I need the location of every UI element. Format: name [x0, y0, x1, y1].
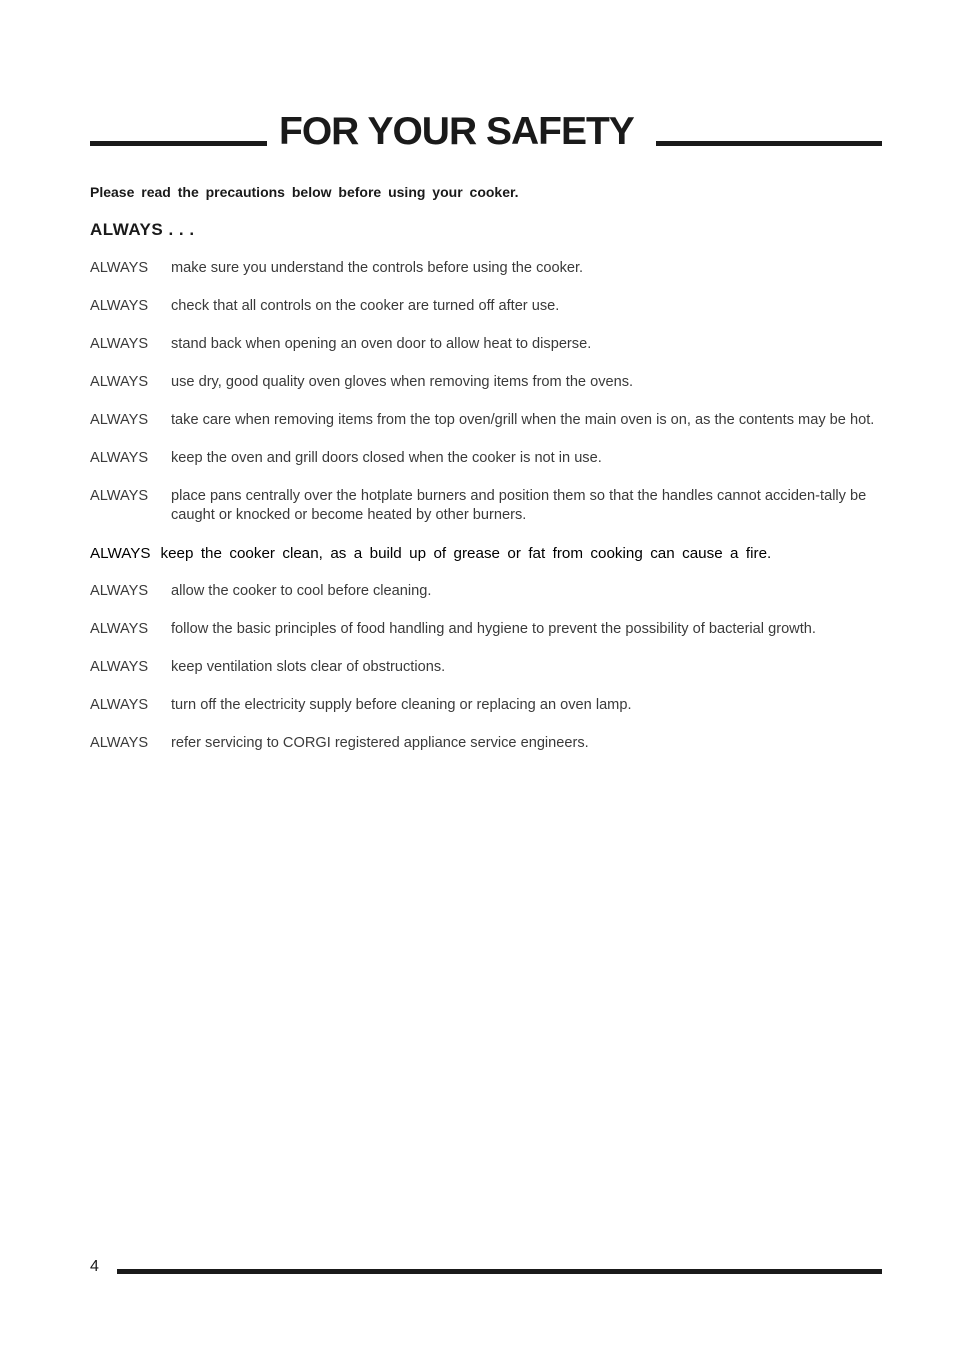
item-keyword: ALWAYS: [90, 336, 149, 352]
title-rule-left: [90, 141, 267, 146]
item-text: check that all controls on the cooker are turned off after use.: [171, 298, 560, 314]
item-text: turn off the electricity supply before cleaning or replacing an oven lamp.: [171, 697, 632, 713]
list-item: [90, 582, 884, 601]
item-keyword: ALWAYS: [90, 298, 149, 314]
item-keyword: ALWAYS: [90, 659, 149, 675]
list-item: [90, 658, 884, 677]
section-heading: ALWAYS . . .: [90, 220, 195, 239]
item-keyword: ALWAYS: [90, 260, 149, 276]
page-number: 4: [90, 1258, 99, 1275]
item-keyword: ALWAYS: [90, 545, 151, 562]
list-item: [90, 259, 884, 278]
page-footer: [90, 1258, 882, 1282]
item-keyword: ALWAYS: [90, 450, 149, 466]
item-keyword: ALWAYS: [90, 697, 149, 713]
item-keyword: ALWAYS: [90, 621, 149, 637]
item-text: make sure you understand the controls before using the cooker.: [171, 260, 584, 276]
list-item: [90, 373, 884, 392]
item-text: keep ventilation slots clear of obstructions.: [171, 659, 446, 675]
list-item-emphasized: [90, 544, 884, 563]
list-item: [90, 449, 884, 468]
item-text: keep the cooker clean, as a build up of grease or fat from cooking can cause a fire.: [160, 545, 772, 562]
item-text: refer servicing to CORGI registered appliance service engineers.: [171, 735, 589, 751]
item-keyword: ALWAYS: [90, 488, 149, 504]
item-keyword: ALWAYS: [90, 735, 149, 751]
list-item: [90, 620, 884, 639]
list-item: [90, 411, 884, 430]
page-title: FOR YOUR SAFETY: [279, 110, 634, 153]
safety-list: [90, 259, 884, 772]
item-text: place pans centrally over the hotplate burners and position them so that the handles cannot acciden-tally be caught or knocked or become heated by other burners.: [171, 488, 867, 523]
list-item: [90, 696, 884, 715]
list-item: [90, 335, 884, 354]
footer-rule: [117, 1269, 882, 1274]
item-keyword: ALWAYS: [90, 374, 149, 390]
item-keyword: ALWAYS: [90, 412, 149, 428]
item-text: stand back when opening an oven door to allow heat to disperse.: [171, 336, 592, 352]
list-item: [90, 734, 884, 753]
item-text: keep the oven and grill doors closed when the cooker is not in use.: [171, 450, 602, 466]
page-header: [90, 108, 882, 158]
item-text: use dry, good quality oven gloves when removing items from the ovens.: [171, 374, 634, 390]
list-item: [90, 487, 884, 525]
item-text: allow the cooker to cool before cleaning.: [171, 583, 432, 599]
item-text: follow the basic principles of food handling and hygiene to prevent the possibility of bacterial growth.: [171, 621, 816, 637]
intro-text: Please read the precautions below before using your cooker.: [90, 184, 519, 200]
list-item: [90, 297, 884, 316]
item-keyword: ALWAYS: [90, 583, 149, 599]
item-text: take care when removing items from the top oven/grill when the main oven is on, as the contents may be hot.: [171, 412, 875, 428]
title-rule-right: [656, 141, 882, 146]
